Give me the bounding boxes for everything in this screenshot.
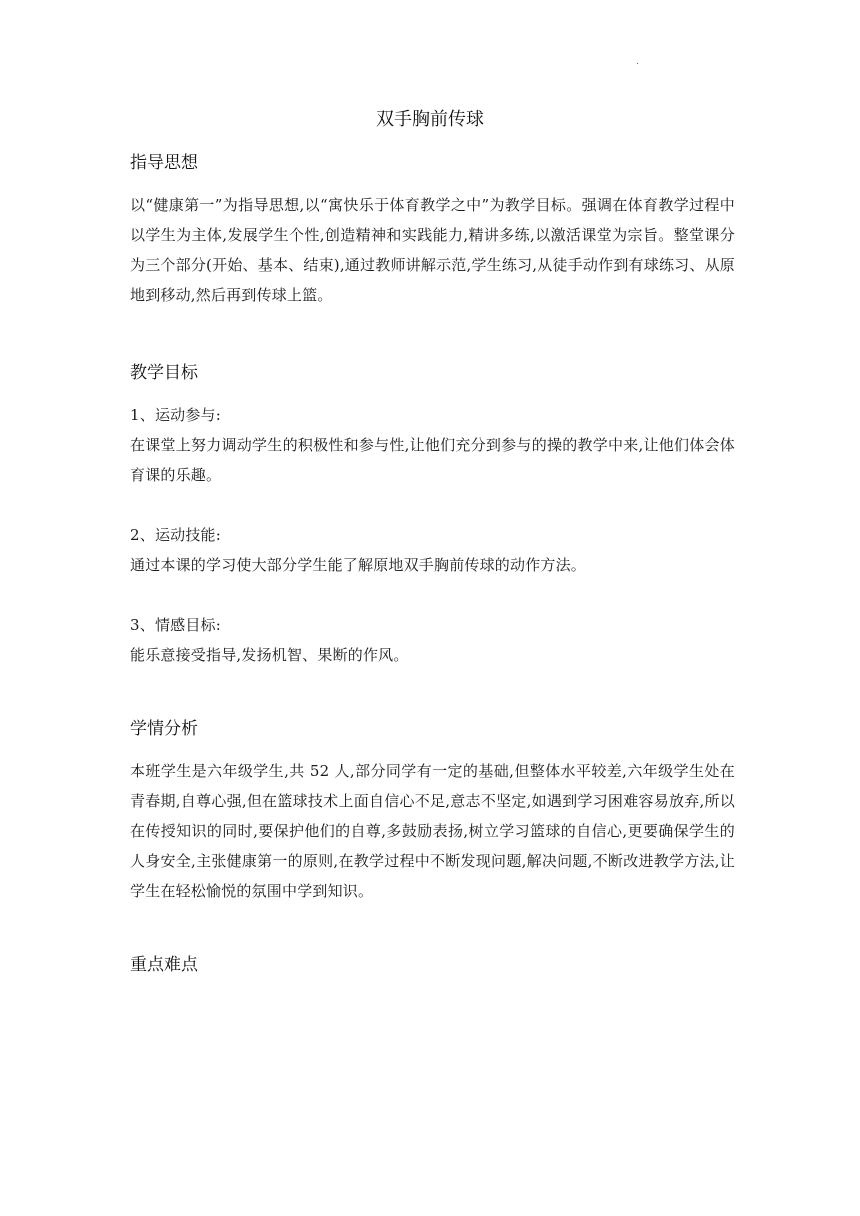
section-heading-analysis: 学情分析: [130, 719, 198, 739]
section-heading-guiding: 指导思想: [130, 153, 198, 173]
document-body: [130, 150, 735, 978]
objective-text: 在课堂上努力调动学生的积极性和参与性,让他们充分到参与的操的教学中来,让他们体会体育课的乐趣。: [130, 436, 735, 484]
objective-label: 3、情感目标:: [130, 616, 221, 634]
objective-label: 2、运动技能:: [130, 526, 221, 544]
section-heading-objectives: 教学目标: [130, 363, 198, 383]
analysis-paragraph: 本班学生是六年级学生,共 52 人,部分同学有一定的基础,但整体水平较差,六年级学生处在青春期,自尊心强,但在篮球技术上面自信心不足,意志不坚定,如遇到学习困难容易放弃,所以在传授知识的同时,要保护他们的自尊,多鼓励表扬,树立学习篮球的自信心,更要确保学生的人身安全,主张健康第一的原则,在教学过程中不断发现问题,解决问题,不断改进教学方法,让学生在轻松愉悦的氛围中学到知识。: [130, 762, 735, 900]
page-mark: .: [636, 57, 639, 67]
objective-text: 通过本课的学习使大部分学生能了解原地双手胸前传球的动作方法。: [130, 556, 587, 574]
objective-label: 1、运动参与:: [130, 406, 221, 424]
section-heading-key-points: 重点难点: [130, 955, 198, 975]
objective-text: 能乐意接受指导,发扬机智、果断的作风。: [130, 646, 409, 664]
guiding-paragraph: 以“健康第一”为指导思想,以“寓快乐于体育教学之中”为教学目标。强调在体育教学过程中以学生为主体,发展学生个性,创造精神和实践能力,精讲多练,以激活课堂为宗旨。整堂课分为三个部分(开始、基本、结束),通过教师讲解示范,学生练习,从徒手动作到有球练习、从原地到移动,然后再到传球上篮。: [130, 196, 735, 304]
document-title: 双手胸前传球: [376, 109, 484, 130]
